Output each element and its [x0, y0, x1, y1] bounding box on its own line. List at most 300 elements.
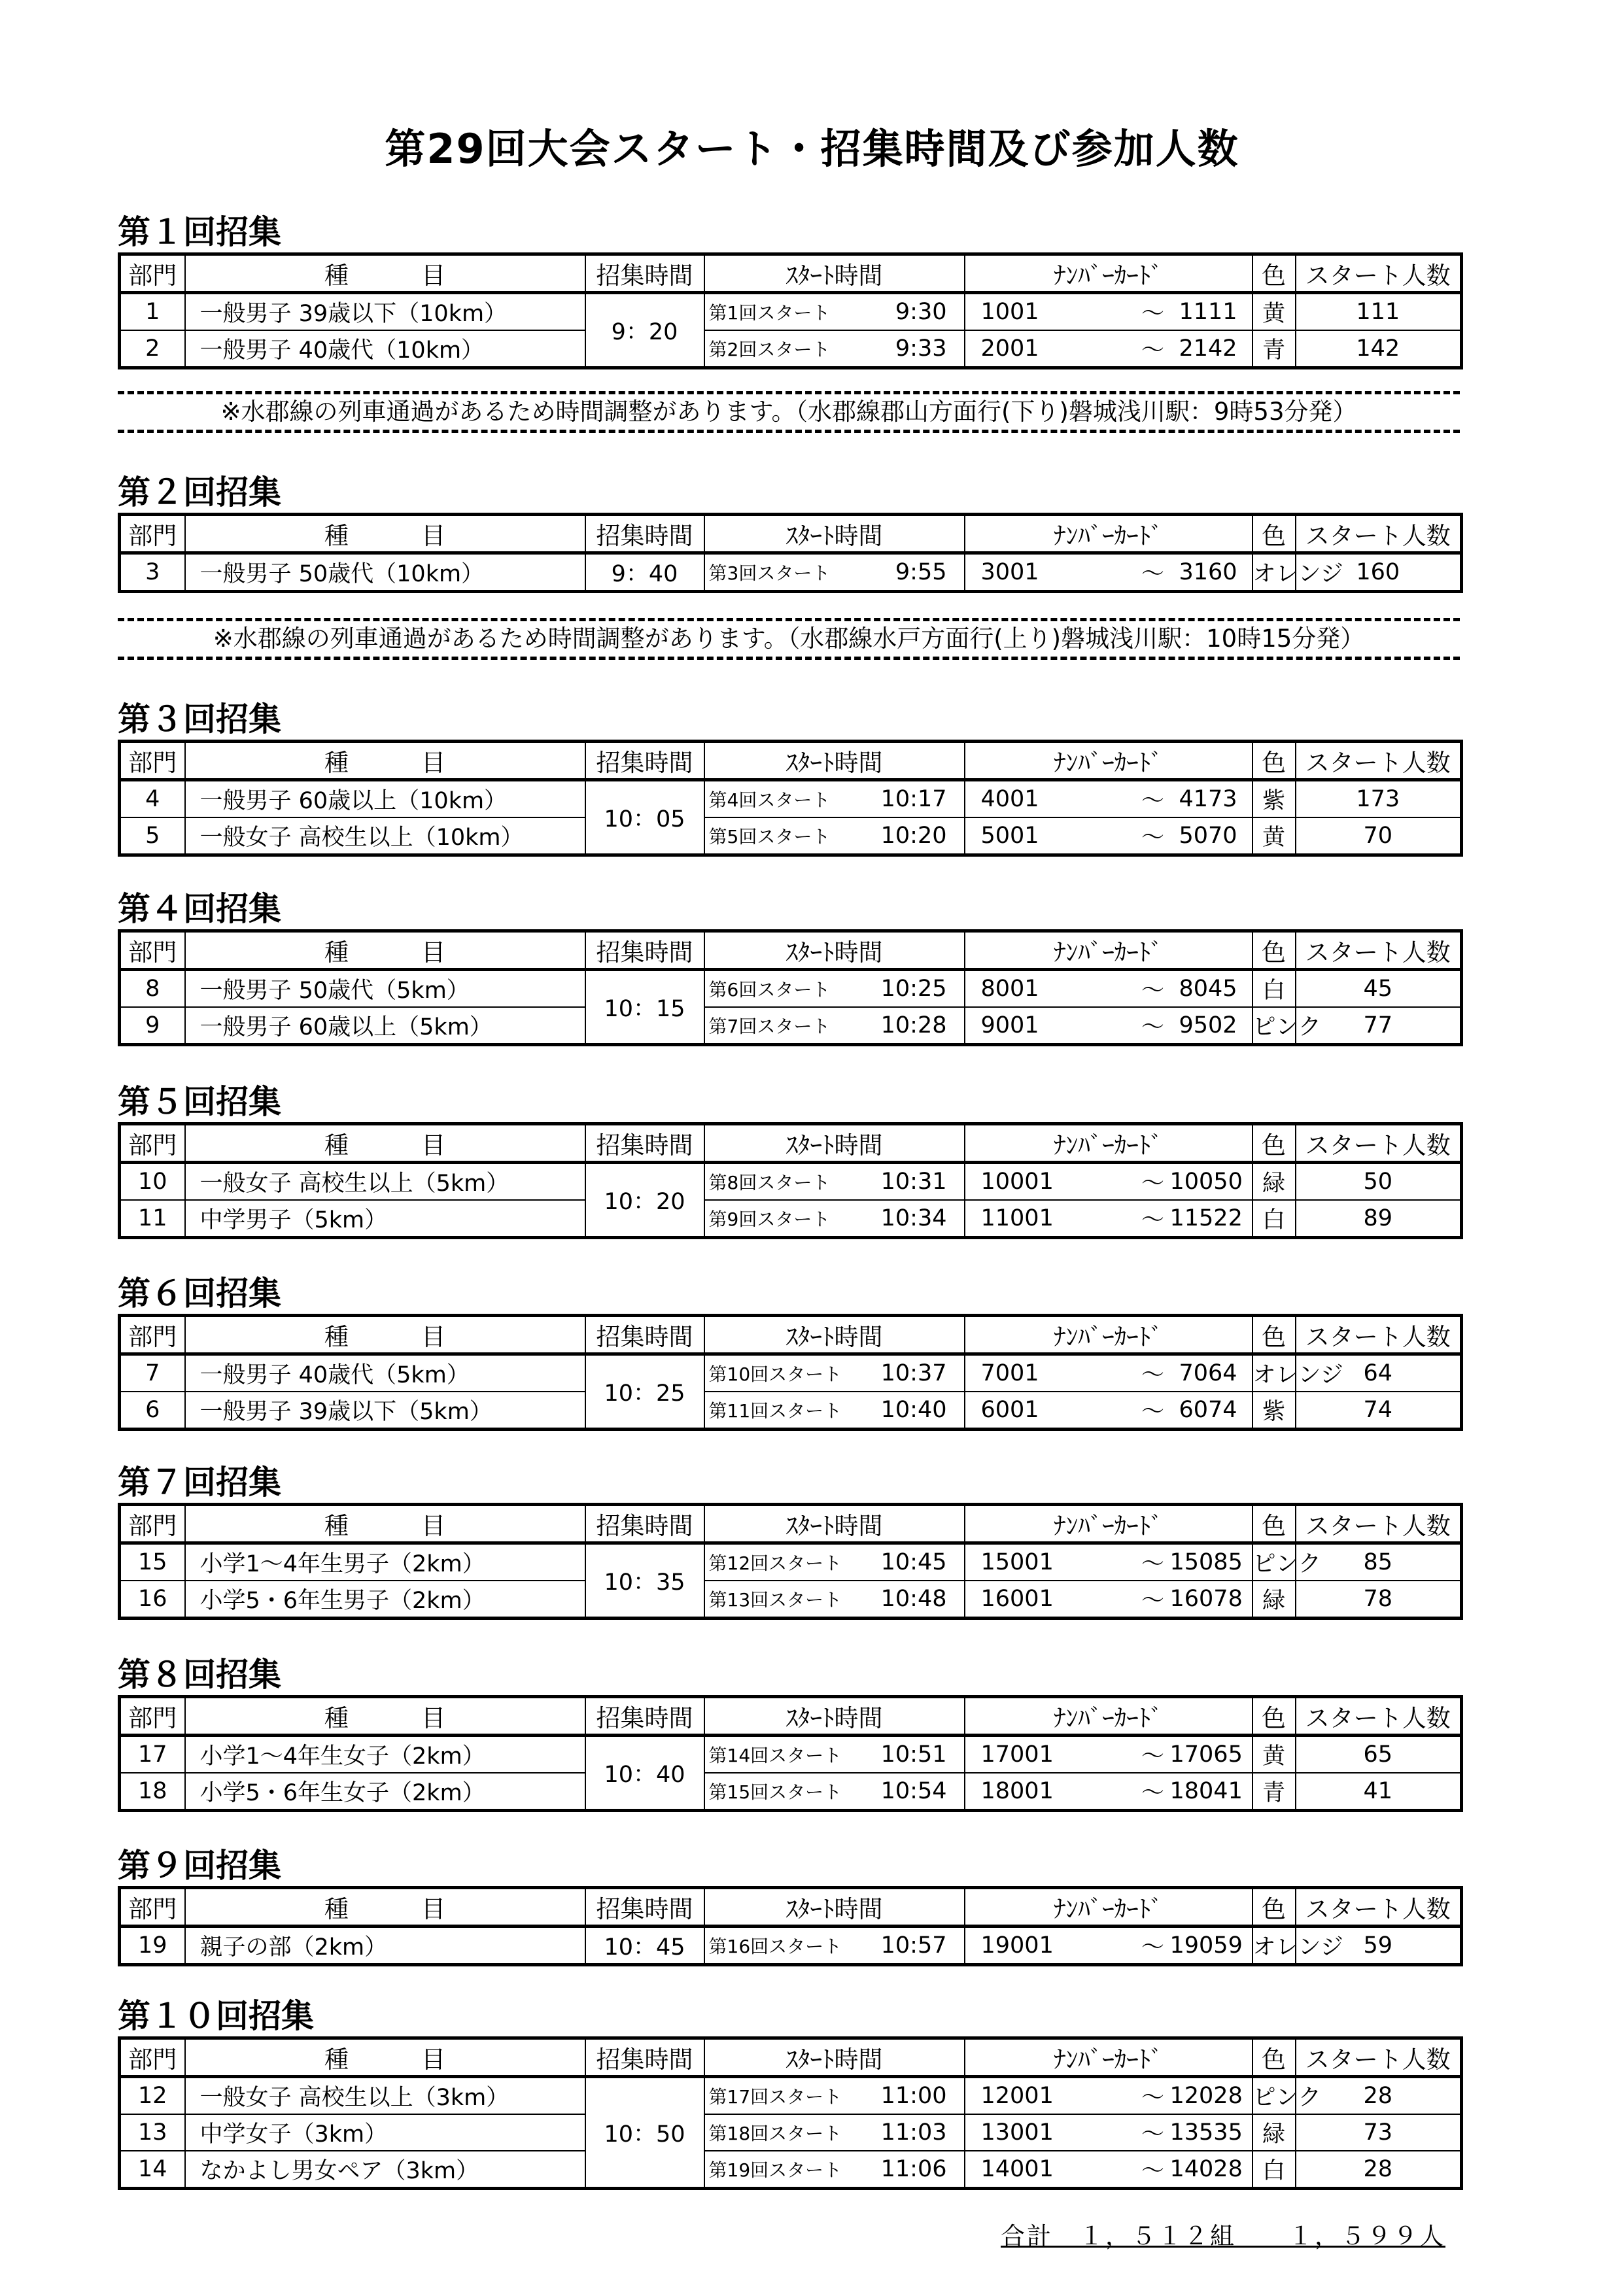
header-color: 色 [1253, 742, 1296, 780]
header-start-time: ｽﾀｰﾄ時間 [704, 1124, 965, 1163]
header-starters: スタート人数 [1296, 1124, 1462, 1163]
notice-text: ※水郡線の列車通過があるため時間調整があります。（水郡線水戸方面行(上り)磐城浅川駅：10時15分発） [213, 625, 1365, 653]
header-start-time: ｽﾀｰﾄ時間 [704, 742, 965, 780]
start-time-cell: 10:17 [850, 780, 965, 818]
call-time-cell: 10：20 [585, 1163, 704, 1238]
number-tilde-cell: ～ [1136, 780, 1170, 818]
number-from-cell: 15001 [965, 1543, 1136, 1581]
header-row [120, 1888, 1462, 1927]
start-time-cell: 10:31 [850, 1163, 965, 1201]
call-section [118, 696, 1460, 857]
division-cell: 6 [120, 1392, 185, 1430]
header-event: 種 目 [185, 1888, 585, 1927]
start-time-cell: 10:45 [850, 1543, 965, 1581]
header-event: 種 目 [185, 254, 585, 293]
color-cell: オレンジ [1253, 1354, 1296, 1392]
header-division: 部門 [120, 2038, 185, 2077]
event-cell: 一般女子 高校生以上（3km） [185, 2077, 585, 2115]
header-call-time: 招集時間 [585, 931, 704, 970]
call-section [118, 1079, 1460, 1239]
number-from-cell: 5001 [965, 817, 1136, 855]
number-tilde-cell: ～ [1136, 1927, 1170, 1965]
division-cell: 13 [120, 2114, 185, 2151]
header-call-time: 招集時間 [585, 1316, 704, 1354]
header-event: 種 目 [185, 1697, 585, 1736]
header-division: 部門 [120, 254, 185, 293]
start-time-cell: 9:30 [850, 293, 965, 331]
color-cell: ピンク [1253, 1543, 1296, 1581]
table-row [120, 1773, 1462, 1811]
header-row [120, 931, 1462, 970]
header-number-card: ﾅﾝﾊﾞｰｶｰﾄﾞ [965, 254, 1253, 293]
number-to-cell: 11522 [1170, 1200, 1253, 1238]
starters-cell: 160 [1296, 553, 1462, 592]
section-title: 第７回招集 [118, 1464, 281, 1501]
color-cell: 黄 [1253, 1736, 1296, 1773]
number-from-cell: 13001 [965, 2114, 1136, 2151]
number-to-cell: 9502 [1170, 1007, 1253, 1045]
starters-cell: 85 [1296, 1543, 1462, 1581]
start-label-cell: 第10回スタート [704, 1354, 850, 1392]
section-title: 第２回招集 [118, 473, 281, 511]
grand-total: 合計 １，５１２組 １，５９９人 [1001, 2222, 1445, 2250]
starters-cell: 65 [1296, 1736, 1462, 1773]
call-section [118, 1460, 1460, 1620]
division-cell: 4 [120, 780, 185, 818]
table-row [120, 1354, 1462, 1392]
division-cell: 18 [120, 1773, 185, 1811]
color-cell: 紫 [1253, 1392, 1296, 1430]
start-time-cell: 11:06 [850, 2151, 965, 2189]
page-title: 第29回大会スタート・招集時間及び参加人数 [385, 125, 1239, 173]
color-cell: オレンジ [1253, 1927, 1296, 1965]
header-start-time: ｽﾀｰﾄ時間 [704, 1316, 965, 1354]
start-time-cell: 10:28 [850, 1007, 965, 1045]
header-starters: スタート人数 [1296, 254, 1462, 293]
event-cell: 小学5・6年生女子（2km） [185, 1773, 585, 1811]
call-section [118, 1993, 1460, 2190]
header-row [120, 1505, 1462, 1543]
number-from-cell: 6001 [965, 1392, 1136, 1430]
number-tilde-cell: ～ [1136, 1581, 1170, 1619]
header-row [120, 1124, 1462, 1163]
call-section [118, 470, 1460, 593]
start-label-cell: 第13回スタート [704, 1581, 850, 1619]
table-row [120, 780, 1462, 818]
starters-cell: 173 [1296, 780, 1462, 818]
starters-cell: 77 [1296, 1007, 1462, 1045]
number-to-cell: 17065 [1170, 1736, 1253, 1773]
division-cell: 17 [120, 1736, 185, 1773]
start-time-cell: 11:03 [850, 2114, 965, 2151]
section-title: 第９回招集 [118, 1847, 281, 1885]
header-call-time: 招集時間 [585, 254, 704, 293]
header-division: 部門 [120, 931, 185, 970]
number-to-cell: 7064 [1170, 1354, 1253, 1392]
starters-cell: 74 [1296, 1392, 1462, 1430]
header-call-time: 招集時間 [585, 1888, 704, 1927]
start-label-cell: 第1回スタート [704, 293, 850, 331]
start-time-cell: 10:57 [850, 1927, 965, 1965]
call-section [118, 886, 1460, 1046]
division-cell: 12 [120, 2077, 185, 2115]
header-event: 種 目 [185, 2038, 585, 2077]
header-start-time: ｽﾀｰﾄ時間 [704, 515, 965, 553]
number-from-cell: 10001 [965, 1163, 1136, 1201]
section-title: 第５回招集 [118, 1083, 281, 1121]
division-cell: 11 [120, 1200, 185, 1238]
header-color: 色 [1253, 515, 1296, 553]
number-to-cell: 5070 [1170, 817, 1253, 855]
header-starters: スタート人数 [1296, 515, 1462, 553]
start-label-cell: 第17回スタート [704, 2077, 850, 2115]
header-number-card: ﾅﾝﾊﾞｰｶｰﾄﾞ [965, 1888, 1253, 1927]
start-time-cell: 11:00 [850, 2077, 965, 2115]
schedule-table [118, 1886, 1463, 1966]
start-label-cell: 第5回スタート [704, 817, 850, 855]
header-color: 色 [1253, 254, 1296, 293]
event-cell: 中学女子（3km） [185, 2114, 585, 2151]
table-row [120, 1581, 1462, 1619]
header-number-card: ﾅﾝﾊﾞｰｶｰﾄﾞ [965, 1697, 1253, 1736]
section-title: 第６回招集 [118, 1275, 281, 1312]
header-row [120, 1316, 1462, 1354]
starters-cell: 78 [1296, 1581, 1462, 1619]
number-from-cell: 19001 [965, 1927, 1136, 1965]
call-section [118, 1843, 1460, 1966]
header-event: 種 目 [185, 515, 585, 553]
division-cell: 16 [120, 1581, 185, 1619]
event-cell: 一般男子 39歳以下（10km） [185, 293, 585, 331]
event-cell: 一般男子 60歳以上（5km） [185, 1007, 585, 1045]
event-cell: 小学1～4年生男子（2km） [185, 1543, 585, 1581]
start-label-cell: 第11回スタート [704, 1392, 850, 1430]
start-time-cell: 10:40 [850, 1392, 965, 1430]
event-cell: 一般男子 50歳代（10km） [185, 553, 585, 592]
header-color: 色 [1253, 1505, 1296, 1543]
header-call-time: 招集時間 [585, 742, 704, 780]
division-cell: 7 [120, 1354, 185, 1392]
table-row [120, 1163, 1462, 1201]
call-time-cell: 9：20 [585, 293, 704, 368]
color-cell: 緑 [1253, 2114, 1296, 2151]
section-title: 第１回招集 [118, 213, 281, 251]
event-cell: 一般男子 40歳代（10km） [185, 330, 585, 368]
starters-cell: 59 [1296, 1927, 1462, 1965]
header-number-card: ﾅﾝﾊﾞｰｶｰﾄﾞ [965, 742, 1253, 780]
table-row [120, 1007, 1462, 1045]
header-division: 部門 [120, 1505, 185, 1543]
start-time-cell: 9:55 [850, 553, 965, 592]
header-call-time: 招集時間 [585, 1505, 704, 1543]
schedule-table [118, 929, 1463, 1046]
starters-cell: 28 [1296, 2077, 1462, 2115]
division-cell: 8 [120, 970, 185, 1008]
section-title: 第８回招集 [118, 1656, 281, 1694]
start-time-cell: 10:25 [850, 970, 965, 1008]
number-from-cell: 14001 [965, 2151, 1136, 2189]
event-cell: 小学5・6年生男子（2km） [185, 1581, 585, 1619]
start-label-cell: 第18回スタート [704, 2114, 850, 2151]
schedule-table [118, 1122, 1463, 1239]
number-tilde-cell: ～ [1136, 2114, 1170, 2151]
event-cell: 中学男子（5km） [185, 1200, 585, 1238]
table-row [120, 2151, 1462, 2189]
number-tilde-cell: ～ [1136, 1007, 1170, 1045]
start-label-cell: 第7回スタート [704, 1007, 850, 1045]
section-title: 第４回招集 [118, 890, 281, 928]
header-event: 種 目 [185, 742, 585, 780]
number-tilde-cell: ～ [1136, 1543, 1170, 1581]
number-to-cell: 4173 [1170, 780, 1253, 818]
call-time-cell: 9：40 [585, 553, 704, 592]
color-cell: 紫 [1253, 780, 1296, 818]
call-time-cell: 10：35 [585, 1543, 704, 1619]
notice-text: ※水郡線の列車通過があるため時間調整があります。（水郡線郡山方面行(下り)磐城浅川駅：9時53分発） [220, 398, 1357, 426]
start-label-cell: 第14回スタート [704, 1736, 850, 1773]
section-title: 第３回招集 [118, 700, 281, 738]
train-notice [118, 391, 1460, 433]
color-cell: 白 [1253, 2151, 1296, 2189]
table-row [120, 1736, 1462, 1773]
header-event: 種 目 [185, 1316, 585, 1354]
division-cell: 1 [120, 293, 185, 331]
color-cell: 白 [1253, 1200, 1296, 1238]
start-time-cell: 10:48 [850, 1581, 965, 1619]
table-row [120, 1543, 1462, 1581]
header-call-time: 招集時間 [585, 1124, 704, 1163]
number-to-cell: 1111 [1170, 293, 1253, 331]
start-label-cell: 第2回スタート [704, 330, 850, 368]
call-time-cell: 10：40 [585, 1736, 704, 1811]
header-call-time: 招集時間 [585, 2038, 704, 2077]
color-cell: 白 [1253, 970, 1296, 1008]
schedule-table [118, 740, 1463, 857]
division-cell: 9 [120, 1007, 185, 1045]
start-label-cell: 第9回スタート [704, 1200, 850, 1238]
header-event: 種 目 [185, 1505, 585, 1543]
train-notice [118, 618, 1460, 660]
event-cell: 小学1～4年生女子（2km） [185, 1736, 585, 1773]
starters-cell: 142 [1296, 330, 1462, 368]
call-section [118, 209, 1460, 369]
header-division: 部門 [120, 1888, 185, 1927]
header-call-time: 招集時間 [585, 1697, 704, 1736]
event-cell: 一般男子 40歳代（5km） [185, 1354, 585, 1392]
header-color: 色 [1253, 1124, 1296, 1163]
header-starters: スタート人数 [1296, 1697, 1462, 1736]
header-starters: スタート人数 [1296, 931, 1462, 970]
division-cell: 15 [120, 1543, 185, 1581]
dashed-divider [118, 430, 1460, 433]
number-from-cell: 9001 [965, 1007, 1136, 1045]
call-time-cell: 10：45 [585, 1927, 704, 1965]
number-from-cell: 17001 [965, 1736, 1136, 1773]
number-tilde-cell: ～ [1136, 553, 1170, 592]
number-to-cell: 13535 [1170, 2114, 1253, 2151]
start-time-cell: 10:20 [850, 817, 965, 855]
event-cell: 一般女子 高校生以上（5km） [185, 1163, 585, 1201]
event-cell: 親子の部（2km） [185, 1927, 585, 1965]
number-to-cell: 8045 [1170, 970, 1253, 1008]
header-color: 色 [1253, 1888, 1296, 1927]
header-division: 部門 [120, 1697, 185, 1736]
header-color: 色 [1253, 1316, 1296, 1354]
number-from-cell: 1001 [965, 293, 1136, 331]
color-cell: ピンク [1253, 1007, 1296, 1045]
division-cell: 3 [120, 553, 185, 592]
table-row [120, 2077, 1462, 2115]
color-cell: 青 [1253, 330, 1296, 368]
table-row [120, 2114, 1462, 2151]
start-label-cell: 第8回スタート [704, 1163, 850, 1201]
number-tilde-cell: ～ [1136, 2077, 1170, 2115]
starters-cell: 73 [1296, 2114, 1462, 2151]
event-cell: なかよし男女ペア（3km） [185, 2151, 585, 2189]
number-from-cell: 16001 [965, 1581, 1136, 1619]
call-time-cell: 10：15 [585, 970, 704, 1045]
header-event: 種 目 [185, 931, 585, 970]
number-tilde-cell: ～ [1136, 1736, 1170, 1773]
number-to-cell: 2142 [1170, 330, 1253, 368]
dashed-divider [118, 657, 1460, 660]
header-start-time: ｽﾀｰﾄ時間 [704, 931, 965, 970]
color-cell: 緑 [1253, 1163, 1296, 1201]
schedule-table [118, 2036, 1463, 2190]
schedule-table [118, 1314, 1463, 1431]
table-row [120, 970, 1462, 1008]
header-division: 部門 [120, 515, 185, 553]
header-color: 色 [1253, 1697, 1296, 1736]
number-to-cell: 15085 [1170, 1543, 1253, 1581]
start-label-cell: 第3回スタート [704, 553, 850, 592]
call-section [118, 1652, 1460, 1812]
event-cell: 一般男子 39歳以下（5km） [185, 1392, 585, 1430]
number-from-cell: 4001 [965, 780, 1136, 818]
start-time-cell: 9:33 [850, 330, 965, 368]
call-section [118, 1271, 1460, 1431]
number-to-cell: 16078 [1170, 1581, 1253, 1619]
header-row [120, 254, 1462, 293]
table-row [120, 817, 1462, 855]
division-cell: 5 [120, 817, 185, 855]
start-label-cell: 第19回スタート [704, 2151, 850, 2189]
header-start-time: ｽﾀｰﾄ時間 [704, 1697, 965, 1736]
schedule-table [118, 252, 1463, 369]
number-from-cell: 11001 [965, 1200, 1136, 1238]
header-division: 部門 [120, 1316, 185, 1354]
schedule-table [118, 1503, 1463, 1620]
number-tilde-cell: ～ [1136, 970, 1170, 1008]
number-to-cell: 10050 [1170, 1163, 1253, 1201]
start-time-cell: 10:37 [850, 1354, 965, 1392]
start-label-cell: 第16回スタート [704, 1927, 850, 1965]
schedule-table [118, 1695, 1463, 1812]
starters-cell: 50 [1296, 1163, 1462, 1201]
header-starters: スタート人数 [1296, 1505, 1462, 1543]
event-cell: 一般男子 60歳以上（10km） [185, 780, 585, 818]
number-to-cell: 18041 [1170, 1773, 1253, 1811]
header-start-time: ｽﾀｰﾄ時間 [704, 2038, 965, 2077]
table-row [120, 1392, 1462, 1430]
number-tilde-cell: ～ [1136, 1354, 1170, 1392]
number-from-cell: 18001 [965, 1773, 1136, 1811]
header-number-card: ﾅﾝﾊﾞｰｶｰﾄﾞ [965, 931, 1253, 970]
starters-cell: 28 [1296, 2151, 1462, 2189]
start-time-cell: 10:54 [850, 1773, 965, 1811]
header-call-time: 招集時間 [585, 515, 704, 553]
number-tilde-cell: ～ [1136, 330, 1170, 368]
event-cell: 一般女子 高校生以上（10km） [185, 817, 585, 855]
table-row [120, 1200, 1462, 1238]
number-to-cell: 14028 [1170, 2151, 1253, 2189]
number-to-cell: 6074 [1170, 1392, 1253, 1430]
number-to-cell: 3160 [1170, 553, 1253, 592]
header-starters: スタート人数 [1296, 1888, 1462, 1927]
header-number-card: ﾅﾝﾊﾞｰｶｰﾄﾞ [965, 515, 1253, 553]
header-start-time: ｽﾀｰﾄ時間 [704, 1888, 965, 1927]
number-from-cell: 12001 [965, 2077, 1136, 2115]
division-cell: 19 [120, 1927, 185, 1965]
starters-cell: 70 [1296, 817, 1462, 855]
start-time-cell: 10:51 [850, 1736, 965, 1773]
number-tilde-cell: ～ [1136, 1392, 1170, 1430]
division-cell: 10 [120, 1163, 185, 1201]
color-cell: オレンジ [1253, 553, 1296, 592]
number-tilde-cell: ～ [1136, 2151, 1170, 2189]
number-from-cell: 7001 [965, 1354, 1136, 1392]
call-time-cell: 10：50 [585, 2077, 704, 2189]
start-time-cell: 10:34 [850, 1200, 965, 1238]
event-cell: 一般男子 50歳代（5km） [185, 970, 585, 1008]
header-row [120, 515, 1462, 553]
number-tilde-cell: ～ [1136, 1773, 1170, 1811]
color-cell: 黄 [1253, 817, 1296, 855]
number-from-cell: 8001 [965, 970, 1136, 1008]
start-label-cell: 第4回スタート [704, 780, 850, 818]
number-from-cell: 2001 [965, 330, 1136, 368]
call-time-cell: 10：25 [585, 1354, 704, 1430]
table-row [120, 1927, 1462, 1965]
header-color: 色 [1253, 2038, 1296, 2077]
header-number-card: ﾅﾝﾊﾞｰｶｰﾄﾞ [965, 2038, 1253, 2077]
header-division: 部門 [120, 742, 185, 780]
table-row [120, 553, 1462, 592]
call-time-cell: 10：05 [585, 780, 704, 855]
header-starters: スタート人数 [1296, 1316, 1462, 1354]
starters-cell: 41 [1296, 1773, 1462, 1811]
header-row [120, 1697, 1462, 1736]
header-starters: スタート人数 [1296, 742, 1462, 780]
division-cell: 14 [120, 2151, 185, 2189]
number-from-cell: 3001 [965, 553, 1136, 592]
table-row [120, 293, 1462, 331]
header-row [120, 2038, 1462, 2077]
division-cell: 2 [120, 330, 185, 368]
number-tilde-cell: ～ [1136, 817, 1170, 855]
number-to-cell: 12028 [1170, 2077, 1253, 2115]
color-cell: 青 [1253, 1773, 1296, 1811]
header-number-card: ﾅﾝﾊﾞｰｶｰﾄﾞ [965, 1124, 1253, 1163]
start-label-cell: 第12回スタート [704, 1543, 850, 1581]
number-tilde-cell: ～ [1136, 1200, 1170, 1238]
color-cell: 緑 [1253, 1581, 1296, 1619]
header-color: 色 [1253, 931, 1296, 970]
starters-cell: 64 [1296, 1354, 1462, 1392]
starters-cell: 111 [1296, 293, 1462, 331]
header-event: 種 目 [185, 1124, 585, 1163]
header-number-card: ﾅﾝﾊﾞｰｶｰﾄﾞ [965, 1505, 1253, 1543]
